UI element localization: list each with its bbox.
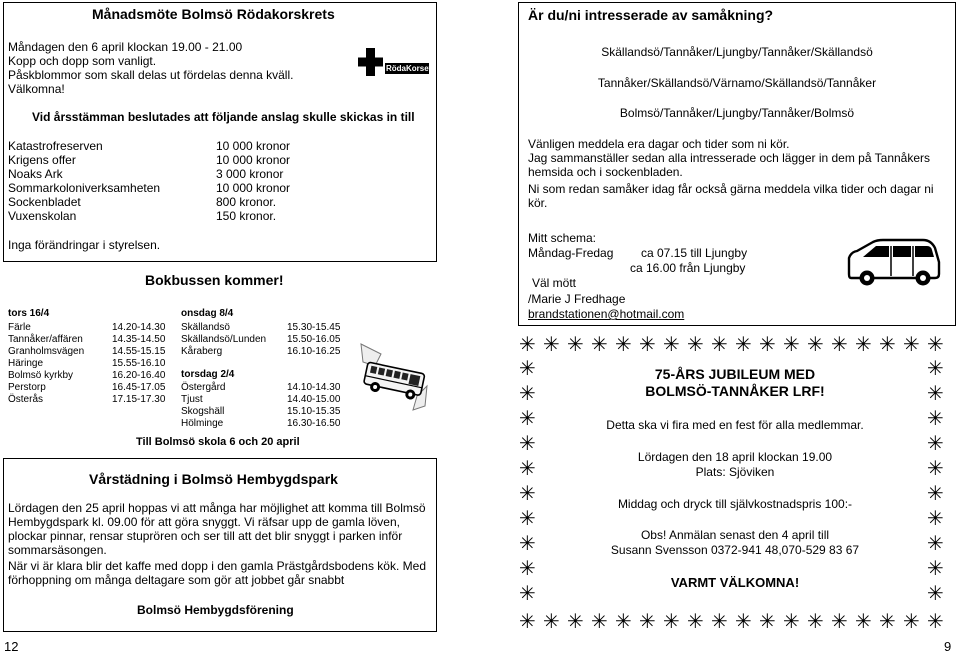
school-bus-icon [355,340,435,420]
star-icon: ✳ [639,334,656,356]
bus-stop-place: Skogshäll [181,406,225,417]
bus-stop-place: Hölminge [181,418,224,429]
star-icon: ✳ [879,334,896,356]
bus-stop-time: 15.10-15.35 [287,406,341,417]
grant-name: Krigens offer [8,153,76,167]
star-icon: ✳ [807,334,824,356]
bus-stop-time: 14.40-15.00 [287,394,341,405]
star-icon: ✳ [927,558,944,580]
star-icon: ✳ [615,611,632,633]
page-number-left: 12 [4,639,19,654]
carpool-route: Tannåker/Skällandsö/Värnamo/Skällandsö/Tannåker [597,76,877,90]
jubileum-line: Susann Svensson 0372-941 48,070-529 83 67 [610,543,860,557]
grant-name: Noaks Ark [8,167,63,181]
star-icon: ✳ [927,583,944,605]
hembygd-signature: Bolmsö Hembygdsförening [137,603,294,617]
bus-stop-place: Färle [8,322,31,333]
star-icon: ✳ [903,334,920,356]
star-icon: ✳ [855,611,872,633]
carpool-email-link[interactable]: brandstationen@hotmail.com [528,307,685,321]
star-icon: ✳ [519,483,536,505]
star-icon: ✳ [759,611,776,633]
bus-stop-time: 14.35-14.50 [112,334,166,345]
logo-text: RödaKorset [386,64,432,73]
meeting-line: Kopp och dopp som vanligt. [8,54,157,68]
bokbuss-footer: Till Bolmsö skola 6 och 20 april [136,436,300,448]
jubileum-title: 75-ÅRS JUBILEUM MED [654,366,816,382]
bokbuss-day2-heading: onsdag 8/4 [181,308,234,319]
meeting-line: Måndagen den 6 april klockan 19.00 - 21.00 [8,40,243,54]
star-icon: ✳ [927,383,944,405]
star-icon: ✳ [831,611,848,633]
star-icon: ✳ [807,611,824,633]
star-icon: ✳ [831,334,848,356]
grant-amount: 10 000 kronor [216,153,291,167]
star-icon: ✳ [927,508,944,530]
star-icon: ✳ [519,611,536,633]
star-icon: ✳ [687,334,704,356]
star-icon: ✳ [591,334,608,356]
bus-stop-place: Skällandsö [181,322,230,333]
star-icon: ✳ [927,483,944,505]
star-icon: ✳ [927,611,944,633]
bus-stop-place: Kåraberg [181,346,223,357]
star-icon: ✳ [735,611,752,633]
meeting-line: Påskblommor som skall delas ut fördelas denna kväll. [8,68,294,82]
star-icon: ✳ [711,334,728,356]
star-icon: ✳ [519,508,536,530]
jubileum-welcome: VARMT VÄLKOMNA! [670,575,800,590]
grants-heading: Vid årsstämman beslutades att följande anslag skulle skickas in till [32,110,415,124]
star-icon: ✳ [519,533,536,555]
bus-stop-time: 15.30-15.45 [287,322,341,333]
star-icon: ✳ [663,611,680,633]
carpool-signature: /Marie J Fredhage [528,292,626,306]
hembygd-paragraph-2: När vi är klara blir det kaffe med dopp i den gamla Prästgårdsbodens kök. Med förhoppning om många deltagare som gör att jobbet går snabbt [8,559,426,587]
grant-amount: 150 kronor. [216,209,277,223]
jubileum-line: Obs! Anmälan senast den 4 april till [640,528,830,542]
star-icon: ✳ [927,533,944,555]
jubileum-line: Detta ska vi fira med en fest för alla medlemmar. [606,418,864,432]
bus-stop-place: Tannåker/affären [8,334,83,345]
star-icon: ✳ [639,611,656,633]
bus-stop-time: 16.30-16.50 [287,418,341,429]
bus-stop-time: 16.45-17.05 [112,382,166,393]
bus-stop-place: Granholmsvägen [8,346,85,357]
meeting-title: Månadsmöte Bolmsö Rödakorskrets [92,6,335,22]
bus-stop-time: 14.20-14.30 [112,322,166,333]
star-icon: ✳ [519,358,536,380]
bus-stop-place: Österås [8,394,44,405]
page-number-right: 9 [944,639,952,654]
bus-stop-place: Skällandsö/Lunden [181,334,267,345]
star-icon: ✳ [855,334,872,356]
meeting-note: Inga förändringar i styrelsen. [8,238,161,252]
hembygd-paragraph-1: Lördagen den 25 april hoppas vi att många har möjlighet att komma till Bolmsö Hembygdspark kl. 09.00 för att göra snyggt. Vi räfsar upp de gamla löven, plockar pinnar, rensar stuprören och ser till att det blir snyggt i parken inför sommarsäsongen. [8,501,426,557]
star-icon: ✳ [519,458,536,480]
bus-stop-time: 14.55-15.15 [112,346,166,357]
jubileum-line: Plats: Sjöviken [695,465,775,479]
bus-stop-place: Östergård [181,382,226,393]
grant-name: Katastrofreserven [8,139,103,153]
star-icon: ✳ [543,334,560,356]
star-icon: ✳ [519,583,536,605]
schedule-time: ca 16.00 från Ljungby [630,261,746,275]
star-icon: ✳ [567,611,584,633]
bus-illustration [355,340,435,420]
bus-stop-time: 15.55-16.10 [112,358,166,369]
star-icon: ✳ [519,334,536,356]
grant-amount: 800 kronor. [216,195,277,209]
bus-stop-time: 16.10-16.25 [287,346,341,357]
star-icon: ✳ [879,611,896,633]
star-icon: ✳ [735,334,752,356]
bokbuss-day1-heading: tors 16/4 [8,308,50,319]
bus-stop-time: 16.20-16.40 [112,370,166,381]
schedule-heading: Mitt schema: [528,231,597,245]
star-icon: ✳ [783,611,800,633]
bus-stop-time: 15.50-16.05 [287,334,341,345]
bokbuss-title: Bokbussen kommer! [145,272,284,288]
jubileum-line: Lördagen den 18 april klockan 19.00 [637,450,833,464]
star-border-bottom [519,610,957,634]
bus-stop-place: Bolmsö kyrkby [8,370,74,381]
carpool-paragraph: Jag sammanställer sedan alla intresserade och lägger in dem på Tannåkers hemsida och i sockenbladen. [528,151,931,179]
grant-name: Vuxenskolan [8,209,77,223]
star-icon: ✳ [927,433,944,455]
star-border-top [519,333,957,357]
star-icon: ✳ [543,611,560,633]
star-icon: ✳ [927,458,944,480]
car-icon [843,236,943,288]
star-icon: ✳ [519,558,536,580]
star-icon: ✳ [927,334,944,356]
bus-stop-place: Perstorp [8,382,46,393]
star-icon: ✳ [615,334,632,356]
red-cross-logo [358,44,430,80]
carpool-route: Skällandsö/Tannåker/Ljungby/Tannåker/Skällandsö [601,45,873,59]
star-border-left [519,357,543,610]
star-icon: ✳ [519,383,536,405]
jubileum-line: Middag och dryck till självkostnadspris 100:- [617,497,853,511]
bokbuss-day3-heading: torsdag 2/4 [181,369,235,380]
bus-stop-time: 14.10-14.30 [287,382,341,393]
star-icon: ✳ [687,611,704,633]
carpool-paragraph: Vänligen meddela era dagar och tider som ni kör. [528,137,790,151]
jubileum-title: BOLMSÖ-TANNÅKER LRF! [645,383,825,399]
grant-amount: 10 000 kronor [216,181,291,195]
grant-amount: 3 000 kronor [216,167,284,181]
star-icon: ✳ [591,611,608,633]
red-cross-icon [358,44,430,80]
meeting-line: Välkomna! [8,82,65,96]
star-icon: ✳ [663,334,680,356]
bus-stop-place: Tjust [181,394,203,405]
carpool-greeting: Väl mött [532,276,577,290]
schedule-time: ca 07.15 till Ljungby [641,246,748,260]
star-icon: ✳ [567,334,584,356]
star-icon: ✳ [519,408,536,430]
grant-name: Sockenbladet [8,195,81,209]
star-icon: ✳ [759,334,776,356]
star-border-right [927,357,951,610]
carpool-title: Är du/ni intresserade av samåkning? [528,7,774,23]
grant-name: Sommarkoloniverksamheten [8,181,161,195]
carpool-route: Bolmsö/Tannåker/Ljungby/Tannåker/Bolmsö [619,106,855,120]
star-icon: ✳ [927,408,944,430]
grant-amount: 10 000 kronor [216,139,291,153]
schedule-day: Måndag-Fredag [528,246,614,260]
hembygd-title: Vårstädning i Bolmsö Hembygdspark [89,471,338,487]
bus-stop-place: Häringe [8,358,44,369]
carpool-paragraph: Ni som redan samåker idag får också gärna meddela vilka tider och dagar ni kör. [528,182,934,210]
star-icon: ✳ [927,358,944,380]
car-illustration [843,236,943,288]
star-icon: ✳ [711,611,728,633]
bus-stop-time: 17.15-17.30 [112,394,166,405]
star-icon: ✳ [783,334,800,356]
star-icon: ✳ [903,611,920,633]
star-icon: ✳ [519,433,536,455]
